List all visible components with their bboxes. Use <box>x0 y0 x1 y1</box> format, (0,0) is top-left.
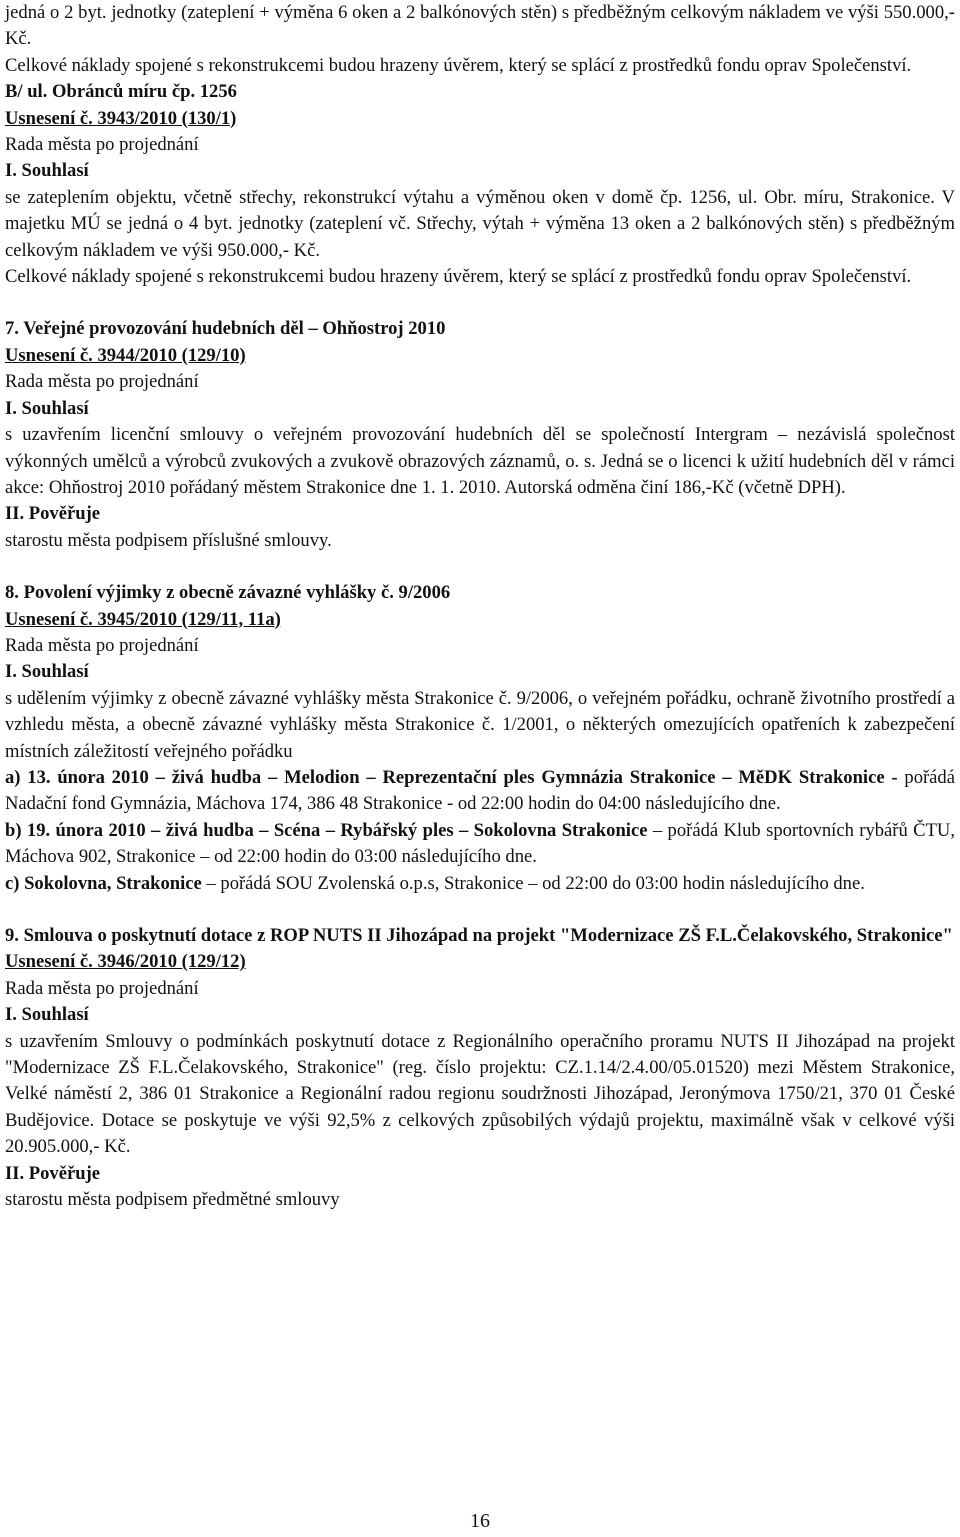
section-heading: 8. Povolení výjimky z obecně závazné vyhlášky č. 9/2006 <box>5 582 451 604</box>
list-item <box>5 818 955 871</box>
approves-heading: I. Souhlasí <box>5 661 89 683</box>
paragraph: Celkové náklady spojené s rekonstrukcemi budou hrazeny úvěrem, který se splácí z prostředků fondu oprav Společenství. <box>5 54 912 76</box>
section-heading: 7. Veřejné provozování hudebních děl – Ohňostroj 2010 <box>5 318 446 340</box>
list-item-text: – pořádá Klub sportovních rybářů ČTU, Máchova 902, Strakonice – od 22:00 hodin do 03:00 následujícího dne. <box>5 819 956 868</box>
paragraph: starostu města podpisem příslušné smlouvy. <box>5 529 332 551</box>
paragraph: jedná o 2 byt. jednotky (zateplení + výměna 6 oken a 2 balkónových stěn) s předběžným celkovým nákladem ve výši 550.000,- Kč. <box>5 2 955 50</box>
document-page <box>5 0 955 1213</box>
resolution-number: Usnesení č. 3946/2010 (129/12) <box>5 951 246 973</box>
subsection-heading: B/ ul. Obránců míru čp. 1256 <box>5 81 237 103</box>
authorizes-heading: II. Pověřuje <box>5 503 101 525</box>
paragraph: Celkové náklady spojené s rekonstrukcemi budou hrazeny úvěrem, který se splácí z prostředků fondu oprav Společenství. <box>5 266 912 288</box>
resolution-number: Usnesení č. 3945/2010 (129/11, 11a) <box>5 608 281 630</box>
list-item-text: – pořádá SOU Zvolenská o.p.s, Strakonice – od 22:00 do 03:00 hodin následujícího dne. <box>201 872 865 894</box>
authorizes-heading: II. Pověřuje <box>5 1162 101 1184</box>
paragraph: starostu města podpisem předmětné smlouvy <box>5 1189 340 1211</box>
paragraph: se zateplením objektu, včetně střechy, rekonstrukcí výtahu a výměnou oken v domě čp. 1256, ul. Obr. míru, Strakonice. V majetku MÚ se jedná o 4 byt. jednotky (zateplení vč. Střechy, výtah + výměna 13 oken a 2 balkónových stěn) s předběžným celkovým nákladem ve výši 950.000,- Kč. <box>5 186 955 261</box>
list-item-text: pořádá Nadační fond Gymnázia, Máchova 174, 386 48 Strakonice - od 22:00 hodin do 04:00 následujícího dne. <box>5 766 955 815</box>
paragraph: s uzavřením Smlouvy o podmínkách poskytnutí dotace z Regionálního operačního proramu NUTS II Jihozápad na projekt "Modernizace ZŠ F.L.Čelakovského, Strakonice" (reg. číslo projektu: CZ.1.14/2.4.00/05.01520) mezi Městem Strakonice, Velké náměstí 2, 386 01 Strakonice a Regionální radou regionu soudržnosti Jihozápad, Jeronýmova 1750/21, 370 01 České Budějovice. Dotace se poskytuje ve výši 92,5% z celkových způsobilých výdajů projektu, maximálně však v celkové výši 20.905.000,- Kč. <box>5 1030 955 1158</box>
list-item <box>5 765 955 818</box>
paragraph: s uzavřením licenční smlouvy o veřejném provozování hudebních děl se společností Intergram – nezávislá společnost výkonných umělců a výrobců zvukových a zvukově obrazových záznamů, o. s. Jedná se o licenci k užití hudebních děl v rámci akce: Ohňostroj 2010 pořádaný městem Strakonice dne 1. 1. 2010. Autorská odměna činí 186,-Kč (včetně DPH). <box>5 424 955 498</box>
resolution-number: Usnesení č. 3944/2010 (129/10) <box>5 344 246 366</box>
council-line: Rada města po projednání <box>5 371 199 393</box>
list-item-title: b) 19. února 2010 – živá hudba – Scéna – Rybářský ples – Sokolovna Strakonice <box>5 819 648 841</box>
list-item <box>5 871 955 897</box>
council-line: Rada města po projednání <box>5 634 199 656</box>
council-line: Rada města po projednání <box>5 977 199 999</box>
approves-heading: I. Souhlasí <box>5 1004 89 1026</box>
approves-heading: I. Souhlasí <box>5 397 89 419</box>
page-number: 16 <box>470 1510 490 1532</box>
list-item-title: a) 13. února 2010 – živá hudba – Melodion – Reprezentační ples Gymnázia Strakonice – MěDK Strakonice - <box>5 766 898 788</box>
council-line: Rada města po projednání <box>5 134 199 156</box>
paragraph: s udělením výjimky z obecně závazné vyhlášky města Strakonice č. 9/2006, o veřejném pořádku, ochraně životního prostředí a vzhledu města, a obecně závazné vyhlášky města Strakonice č. 1/2001, o některých omezujících opatřeních k zabezpečení místních záležitostí veřejného pořádku <box>5 687 955 762</box>
approves-heading: I. Souhlasí <box>5 160 89 182</box>
list-item-title: c) Sokolovna, Strakonice <box>5 872 202 894</box>
resolution-number: Usnesení č. 3943/2010 (130/1) <box>5 107 237 129</box>
section-heading: 9. Smlouva o poskytnutí dotace z ROP NUTS II Jihozápad na projekt "Modernizace ZŠ F.L.Čelakovského, Strakonice" <box>5 925 953 946</box>
